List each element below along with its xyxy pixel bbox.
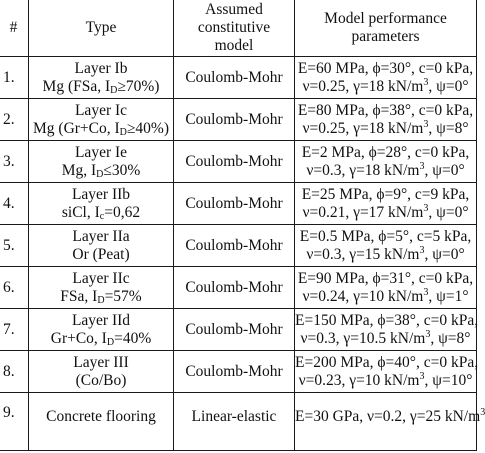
model-parameters: E=60 MPa, ϕ=30°, c=0 kPa, ν=0.25, γ=18 $kN/m^3$, ψ=0° <box>295 57 477 99</box>
model-parameters: E=25 MPa, ϕ=9°, c=9 kPa, ν=0.21, γ=17 $kN/m^3$, ψ=0° <box>295 183 477 225</box>
model-parameters: E=0.5 MPa, ϕ=5°, c=5 kPa, ν=0.3, γ=15 $kN/m^3$, ψ=0° <box>295 225 477 267</box>
constitutive-model: Coulomb-Mohr <box>174 267 295 309</box>
layer-description: Mg (FSa, $I_D\ge 70\%$) <box>42 77 160 96</box>
table-row <box>0 393 477 451</box>
table-body <box>0 57 485 451</box>
table-row <box>0 309 477 351</box>
table-row <box>0 141 477 183</box>
layer-description: siCl, $I_c=0,62$ <box>61 203 141 222</box>
soil-type <box>29 225 174 267</box>
layer-name: Layer Ib <box>74 59 128 77</box>
header-type: Type <box>29 0 174 57</box>
table-row <box>0 351 477 393</box>
table-row <box>0 57 477 99</box>
layer-description: Or (Peat) <box>72 245 130 263</box>
layer-name: Layer IIc <box>72 269 130 287</box>
row-number: 1. <box>0 57 29 99</box>
table-row <box>0 183 477 225</box>
layer-name: Layer Ic <box>74 101 128 119</box>
layer-description: Gr+Co, $I_D=40\%$ <box>50 329 152 348</box>
model-parameters: E=90 MPa, ϕ=31°, c=0 kPa, ν=0.24, γ=10 $kN/m^3$, ψ=1° <box>295 267 477 309</box>
model-parameters: E=2 MPa, ϕ=28°, c=0 kPa, ν=0.3, γ=18 $kN/m^3$, ψ=0° <box>295 141 477 183</box>
layer-name: Layer IId <box>71 311 131 329</box>
header-number: # <box>0 0 29 57</box>
constitutive-model: Coulomb-Mohr <box>174 99 295 141</box>
layer-name: Layer IIb <box>71 185 131 203</box>
model-parameters: E=150 MPa, ϕ=38°, c=0 kPa, ν=0.3, γ=10.5 $kN/m^3$, ψ=8° <box>295 309 477 351</box>
constitutive-model: Coulomb-Mohr <box>174 183 295 225</box>
row-number: 3. <box>0 141 29 183</box>
table-header-row <box>0 0 477 57</box>
layer-description: Mg, $I_D\le 30\%$ <box>61 161 141 180</box>
constitutive-model: Coulomb-Mohr <box>174 225 295 267</box>
soil-type <box>29 141 174 183</box>
soil-type <box>29 99 174 141</box>
soil-type <box>29 267 174 309</box>
layer-description: (Co/Bo) <box>75 371 127 389</box>
constitutive-model: Coulomb-Mohr <box>174 57 295 99</box>
layer-description: Mg (Gr+Co, $I_D\ge 40\%$) <box>33 119 169 138</box>
layer-name: Layer IIa <box>72 227 130 245</box>
soil-type <box>29 351 174 393</box>
row-number: 4. <box>0 183 29 225</box>
row-number: 6. <box>0 267 29 309</box>
soil-type <box>29 309 174 351</box>
layer-name: Layer Ie <box>74 143 128 161</box>
row-number: 7. <box>0 309 29 351</box>
soil-type <box>29 183 174 225</box>
row-number: 2. <box>0 99 29 141</box>
table-row <box>0 267 477 309</box>
constitutive-model: Coulomb-Mohr <box>174 141 295 183</box>
constitutive-model: Coulomb-Mohr <box>174 351 295 393</box>
header-parameters: Model performance parameters <box>295 0 477 57</box>
model-parameters: E=30 GPa, ν=0.2, γ=25 $kN/m^3$ <box>295 393 477 451</box>
header-model: Assumed constitutive model <box>174 0 295 57</box>
layer-name: Concrete flooring <box>46 408 156 425</box>
soil-type <box>29 393 174 451</box>
layer-name: Layer III <box>73 353 129 371</box>
row-number: 8. <box>0 351 29 393</box>
layer-description: FSa, $I_D=57\%$ <box>60 287 142 306</box>
model-parameters: E=200 MPa, ϕ=40°, c=0 kPa, ν=0.23, γ=10 $kN/m^3$, ψ=10° <box>295 351 477 393</box>
constitutive-model: Coulomb-Mohr <box>174 309 295 351</box>
model-parameters: E=80 MPa, ϕ=38°, c=0 kPa, ν=0.25, γ=18 $kN/m^3$, ψ=8° <box>295 99 477 141</box>
constitutive-model: Linear-elastic <box>174 393 295 451</box>
row-number: 5. <box>0 225 29 267</box>
table-row <box>0 225 477 267</box>
row-number: 9. <box>0 393 29 451</box>
soil-type <box>29 57 174 99</box>
table-row <box>0 99 477 141</box>
